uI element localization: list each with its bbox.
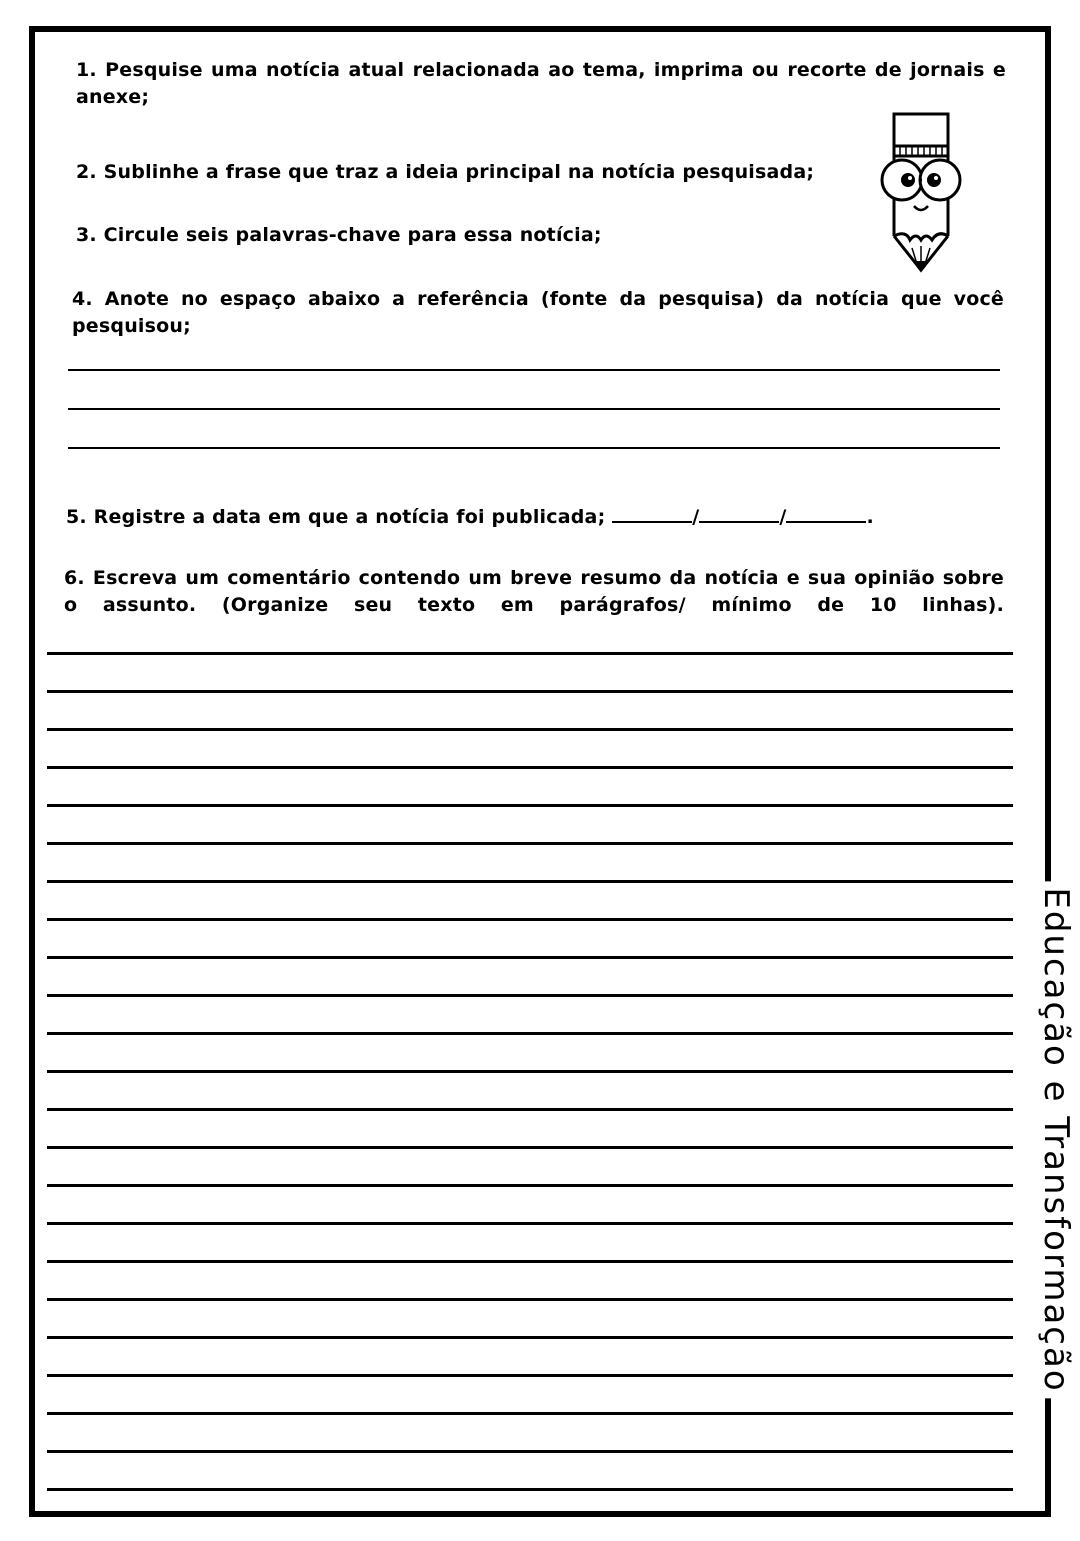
question-1: 1. Pesquise uma notícia atual relacionada ao tema, imprima ou recorte de jornais e anexe; [76, 59, 1006, 108]
side-watermark-label: Educação e Transformação [1036, 881, 1076, 1398]
date-separator: / [779, 506, 787, 528]
writing-line[interactable] [47, 690, 1013, 693]
writing-line[interactable] [47, 1336, 1013, 1339]
writing-line[interactable] [47, 1070, 1013, 1073]
reference-line[interactable] [68, 447, 1000, 449]
question-3: 3. Circule seis palavras-chave para essa notícia; [76, 224, 602, 246]
writing-line[interactable] [47, 804, 1013, 807]
writing-line[interactable] [47, 1146, 1013, 1149]
question-2: 2. Sublinhe a frase que traz a ideia principal na notícia pesquisada; [76, 161, 815, 183]
reference-line[interactable] [68, 369, 1000, 371]
writing-line[interactable] [47, 880, 1013, 883]
writing-line[interactable] [47, 1450, 1013, 1453]
date-day-blank[interactable] [612, 501, 692, 523]
writing-line[interactable] [47, 728, 1013, 731]
date-year-blank[interactable] [786, 501, 866, 523]
writing-line[interactable] [47, 1184, 1013, 1187]
writing-line[interactable] [47, 1260, 1013, 1263]
writing-line[interactable] [47, 1032, 1013, 1035]
date-separator: / [692, 506, 700, 528]
writing-line[interactable] [47, 994, 1013, 997]
writing-line[interactable] [47, 956, 1013, 959]
question-5 [66, 501, 966, 531]
writing-line[interactable] [47, 1108, 1013, 1111]
question-6: 6. Escreva um comentário contendo um breve resumo da notícia e sua opinião sobre o assunto. (Organize seu texto em parágrafos/ mínimo de 10 linhas). [64, 567, 1004, 616]
writing-line[interactable] [47, 1298, 1013, 1301]
writing-line[interactable] [47, 1488, 1013, 1491]
date-end: . [866, 506, 874, 528]
writing-line[interactable] [47, 918, 1013, 921]
writing-line[interactable] [47, 766, 1013, 769]
date-month-blank[interactable] [699, 501, 779, 523]
writing-line[interactable] [47, 1412, 1013, 1415]
writing-line[interactable] [47, 842, 1013, 845]
question-4: 4. Anote no espaço abaixo a referência (fonte da pesquisa) da notícia que você pesquisou; [72, 288, 1004, 337]
reference-line[interactable] [68, 408, 1000, 410]
question-5-text: 5. Registre a data em que a notícia foi publicada; [66, 506, 606, 528]
writing-line[interactable] [47, 1374, 1013, 1377]
pencil-mascot-icon [870, 108, 980, 278]
writing-line[interactable] [47, 652, 1013, 655]
writing-line[interactable] [47, 1222, 1013, 1225]
